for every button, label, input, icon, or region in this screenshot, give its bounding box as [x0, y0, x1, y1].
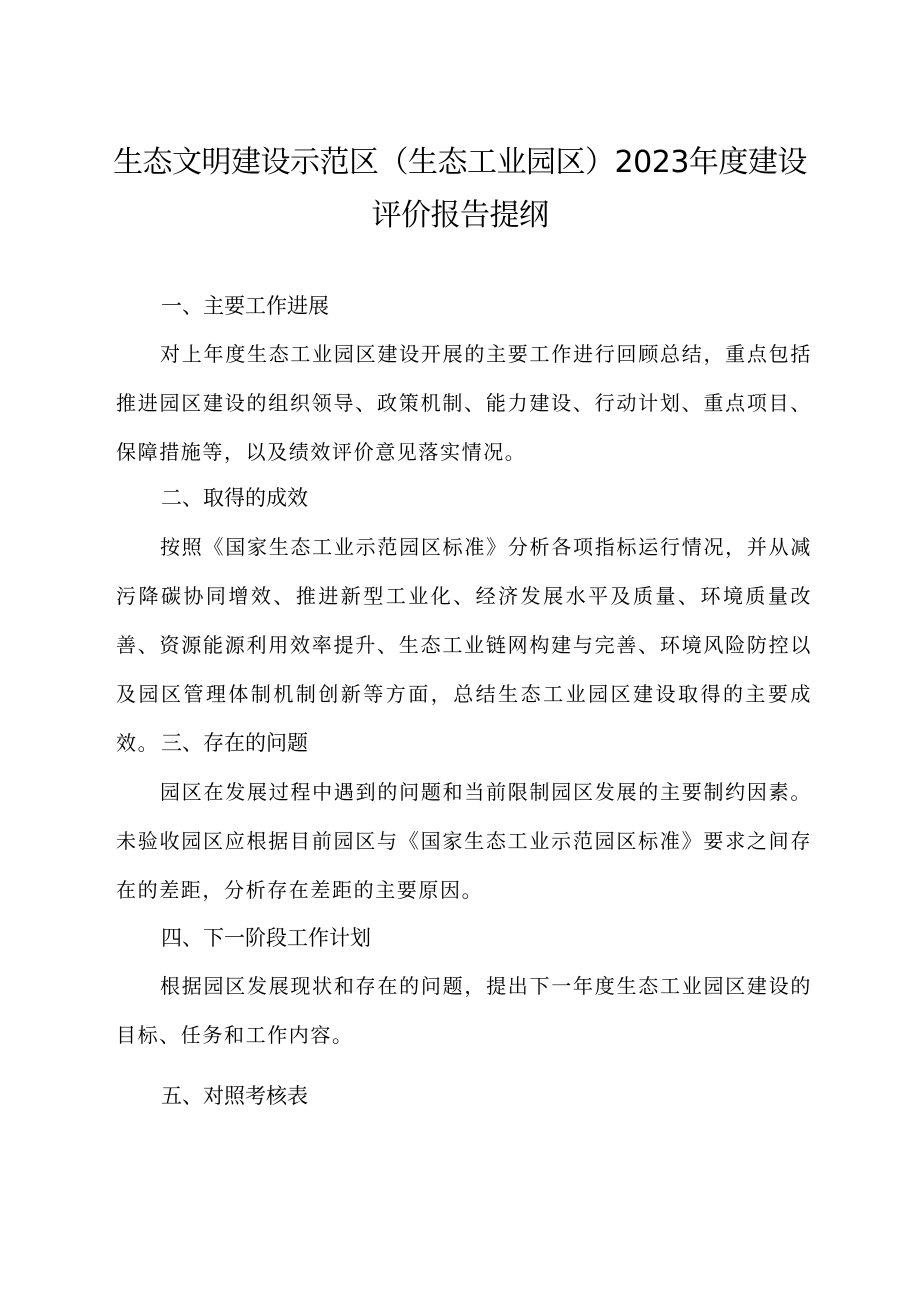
- document-title-line-2: 评价报告提纲: [371, 198, 549, 233]
- section-heading-5: 五、对照考核表: [161, 1084, 308, 1108]
- section-heading-4: 四、下一阶段工作计划: [161, 926, 371, 950]
- section-heading-1: 一、主要工作进展: [161, 294, 329, 318]
- section-body-3: 园区在发展过程中遇到的问题和当前限制园区发展的主要制约因素。未验收园区应根据目前园区与《国家生态工业示范园区标准》要求之间存在的差距，分析存在差距的主要原因。: [116, 780, 812, 902]
- section-body-4: 根据园区发展现状和存在的问题，提出下一年度生态工业园区建设的目标、任务和工作内容。: [116, 974, 812, 1047]
- section-heading-3: 三、存在的问题: [161, 731, 308, 755]
- section-body-2: 按照《国家生态工业示范园区标准》分析各项指标运行情况，并从减污降碳协同增效、推进新型工业化、经济发展水平及质量、环境质量改善、资源能源利用效率提升、生态工业链网构建与完善、环境风险防控以及园区管理体制机制创新等方面，总结生态工业园区建设取得的主要成效。: [116, 535, 812, 755]
- document-title-line-1: 生态文明建设示范区（生态工业园区）2023年度建设: [113, 145, 807, 180]
- section-body-1: 对上年度生态工业园区建设开展的主要工作进行回顾总结，重点包括推进园区建设的组织领导、政策机制、能力建设、行动计划、重点项目、保障措施等，以及绩效评价意见落实情况。: [116, 342, 812, 464]
- section-heading-2: 二、取得的成效: [161, 486, 308, 510]
